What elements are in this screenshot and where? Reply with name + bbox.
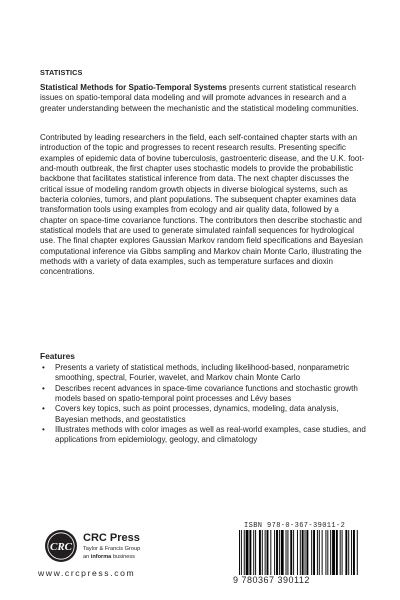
feature-item: • Illustrates methods with color images as well as real-world examples, case studies, and applications from epidemiology, geology, and climatology	[40, 425, 366, 446]
publisher-website: www.crcpress.com	[38, 568, 136, 578]
category-label: STATISTICS	[40, 68, 83, 77]
description-paragraph	[40, 133, 366, 278]
publisher-logo	[38, 528, 158, 588]
barcode-digits: 9 780367 390112	[233, 575, 366, 585]
features-list	[40, 363, 366, 446]
book-title: Statistical Methods for Spatio-Temporal Systems	[40, 83, 227, 92]
intro-paragraph	[40, 83, 366, 114]
logo-mark-text: CRC	[49, 541, 73, 553]
publisher-group: Taylor & Francis Group	[83, 546, 141, 552]
barcode-icon	[233, 530, 366, 580]
isbn-label: ISBN 978-0-367-39011-2	[244, 522, 346, 530]
feature-item: • Describes recent advances in space-time covariance functions and stochastic growth models based on spatio-temporal point processes and Lévy bases	[40, 384, 366, 405]
publisher-name: CRC Press	[83, 532, 140, 544]
feature-item: • Presents a variety of statistical methods, including likelihood-based, nonparametric smoothing, spectral, Fourier, wavelet, and Markov chain Monte Carlo	[40, 363, 366, 384]
description-text: Contributed by leading researchers in the field, each self-contained chapter starts with an introduction of the topic and progresses to recent research results. Presenting specific examples of epidemic data of bovine tuberculosis, gastroenteric disease, and the U.K. foot-and-mouth outbreak, the first chapter uses stochastic models to provide the probabilistic backbone that facilitates statistical inference from data. The next chapter discusses the critical issue of modeling random growth objects in diverse biological systems, such as bacteria colonies, tumors, and plant populations. The subsequent chapter examines data transformation tools using examples from ecology and air quality data, followed by a chapter on space-time covariance functions. The contributors then describe stochastic and statistical models that are used to generate simulated rainfall sequences for hydrological use. The final chapter explores Gaussian Markov random field specifications and Bayesian computational inference via Gibbs sampling and Markov chain Monte Carlo, illustrating the methods with a variety of data examples, such as temperature surfaces and dioxin concentrations.	[40, 133, 365, 277]
features-heading: Features	[40, 351, 75, 361]
intro-text: presents current statistical research issues on spatio-temporal data modeling and will promote advances in research and a greater understanding between the mechanistic and the statistical modeling communities.	[40, 83, 359, 113]
crc-logo-icon	[44, 529, 78, 563]
feature-item: • Covers key topics, such as point processes, dynamics, modeling, data analysis, Bayesian methods, and geostatistics	[40, 404, 366, 425]
publisher-tagline: an informa business	[83, 554, 135, 560]
